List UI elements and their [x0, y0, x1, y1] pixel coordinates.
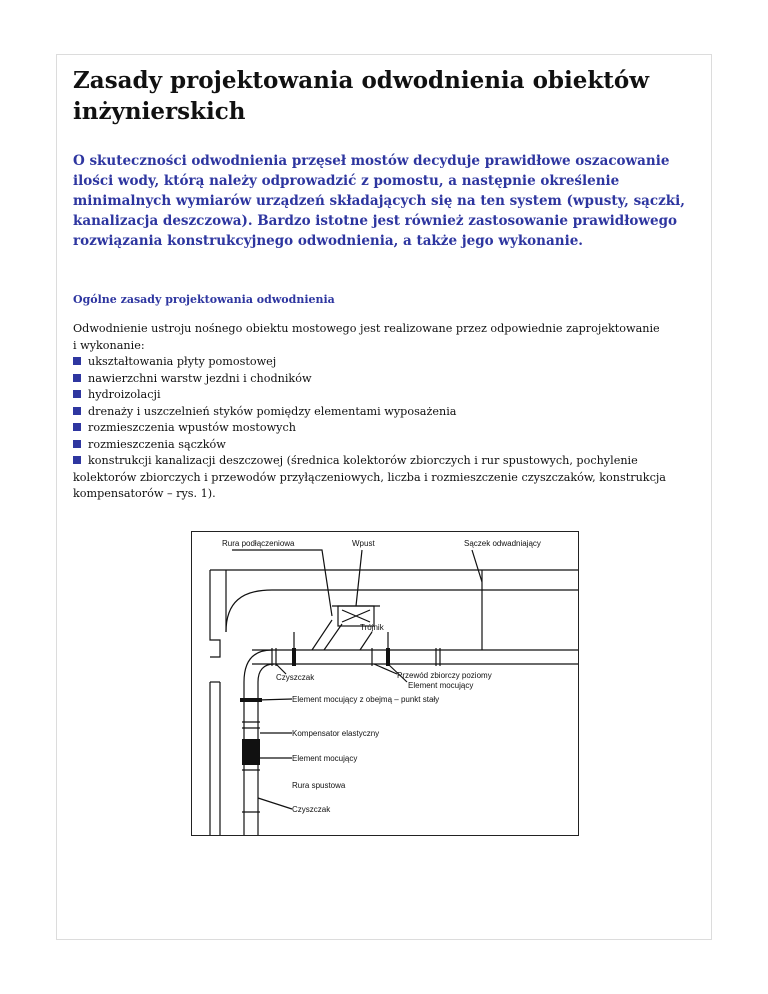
list-item: rozmieszczenia sączków: [73, 437, 703, 454]
label-saczek: Sączek odwadniający: [464, 539, 541, 548]
label-element-staly: Element mocujący z obejmą – punkt stały: [292, 695, 440, 704]
requirements-list: [73, 354, 703, 503]
label-przewod: Przewód zbiorczy poziomy: [397, 671, 492, 680]
label-element-mocujacy-top: Element mocujący: [408, 681, 474, 690]
list-item: konstrukcji kanalizacji deszczowej (średnica kolektorów zbiorczych i rur spustowych, pochylenie kolektorów zbiorczych i przewodów przyłączeniowych, liczba i rozmieszczenie czyszczaków, konstrukcja kompensatorów – rys. 1).: [73, 454, 666, 500]
page-title: Zasady projektowania odwodnienia obiektów inżynierskich: [73, 67, 650, 125]
bullet-square-icon: [73, 456, 81, 464]
label-czyszczak-top: Czyszczak: [276, 673, 315, 682]
label-element-mocujacy: Element mocujący: [292, 754, 358, 763]
label-trojnik: Trójnik: [360, 623, 384, 632]
label-rura-spustowa: Rura spustowa: [292, 781, 346, 790]
compensator-block: [242, 739, 260, 765]
article-card: [56, 54, 712, 940]
section-body: [73, 321, 703, 503]
bullet-square-icon: [73, 423, 81, 431]
bullet-square-icon: [73, 390, 81, 398]
list-item: ukształtowania płyty pomostowej: [73, 354, 703, 371]
section-heading: Ogólne zasady projektowania odwodnienia: [73, 293, 335, 306]
bullet-square-icon: [73, 440, 81, 448]
bullet-square-icon: [73, 357, 81, 365]
list-item: hydroizolacji: [73, 387, 703, 404]
label-rura-podlaczeniowa: Rura podłączeniowa: [222, 539, 295, 548]
list-item: drenaży i uszczelnień styków pomiędzy elementami wyposażenia: [73, 404, 703, 421]
drainage-diagram-svg: [192, 532, 578, 835]
intro-line-2: i wykonanie:: [73, 338, 145, 352]
bullet-square-icon: [73, 407, 81, 415]
drainage-diagram: [191, 531, 579, 836]
intro-line-1: Odwodnienie ustroju nośnego obiektu mostowego jest realizowane przez odpowiednie zaprojektowanie: [73, 322, 660, 335]
label-wpust: Wpust: [352, 539, 375, 548]
lead-paragraph: O skuteczności odwodnienia przęseł mostów decyduje prawidłowe oszacowanie ilości wody, którą należy odprowadzić z pomostu, a następnie określenie minimalnych wymiarów urządzeń składających się na ten system (wpusty, sączki, kanalizacja deszczowa). Bardzo istotne jest również zastosowanie prawidłowego rozwiązania konstrukcyjnego odwodnienia, a także jego wykonanie.: [73, 153, 685, 249]
list-item: rozmieszczenia wpustów mostowych: [73, 420, 703, 437]
list-item: nawierzchni warstw jezdni i chodników: [73, 371, 703, 388]
label-kompensator: Kompensator elastyczny: [292, 729, 380, 738]
label-czyszczak-bottom: Czyszczak: [292, 805, 331, 814]
clamp-1: [292, 648, 296, 666]
fixed-clamp: [240, 698, 262, 702]
bullet-square-icon: [73, 374, 81, 382]
clamp-2: [386, 648, 390, 666]
